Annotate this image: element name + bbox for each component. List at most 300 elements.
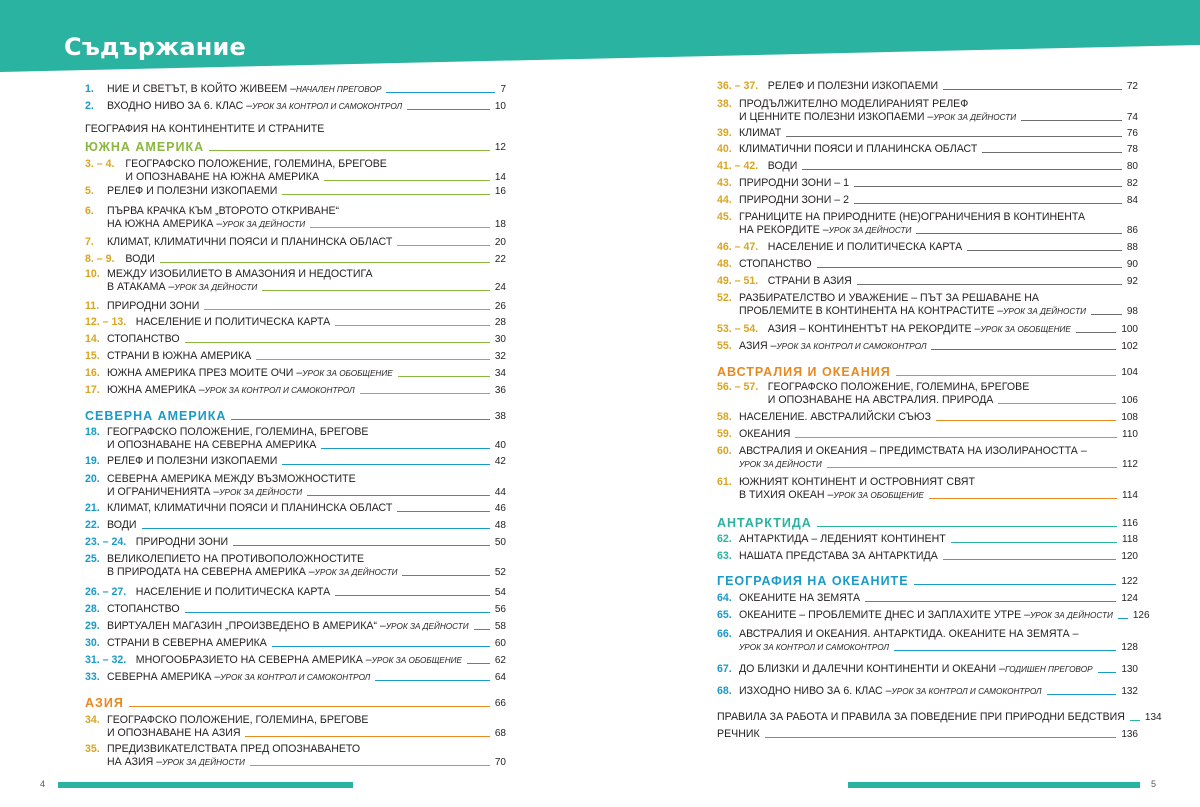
entry-text: И ОПОЗНАВАНЕ НА ЮЖНА АМЕРИКА xyxy=(125,171,320,183)
page-number: 128 xyxy=(1121,642,1138,653)
leader-line xyxy=(982,152,1122,153)
page-number: 12 xyxy=(494,142,506,153)
leader-line xyxy=(1047,694,1117,695)
entry-number: 30. xyxy=(85,637,100,649)
leader-line xyxy=(865,601,1116,602)
entry-number: 10. xyxy=(85,268,100,280)
entry-number: 11. xyxy=(85,300,100,312)
entry-text-line1: ГЕОГРАФСКО ПОЛОЖЕНИЕ, ГОЛЕМИНА, БРЕГОВЕ xyxy=(107,426,369,438)
page-number: 76 xyxy=(1126,128,1138,139)
leader-line xyxy=(1091,314,1122,315)
page-number: 108 xyxy=(1121,412,1138,423)
leader-line xyxy=(896,375,1117,376)
entry-text: НАСЕЛЕНИЕ. АВСТРАЛИЙСКИ СЪЮЗ xyxy=(739,411,931,423)
entry-text: РЕЧНИК xyxy=(717,728,760,740)
page-number: 106 xyxy=(1121,395,1138,406)
entry-number: 64. xyxy=(717,592,732,604)
entry-text: НАСЕЛЕНИЕ И ПОЛИТИЧЕСКА КАРТА xyxy=(135,316,331,328)
entry-text: АНТАРКТИДА – ЛЕДЕНИЯТ КОНТИНЕНТ xyxy=(739,533,946,545)
entry-text: СТОПАНСТВО xyxy=(739,258,812,270)
entry-text: КЛИМАТ, КЛИМАТИЧНИ ПОЯСИ И ПЛАНИНСКА ОБЛАСТ xyxy=(107,236,393,248)
page-number: 40 xyxy=(494,440,506,451)
toc-entry[interactable] xyxy=(717,476,1138,502)
entry-lesson-type: УРОК ЗА КОНТРОЛ И САМОКОНТРОЛ xyxy=(220,673,371,682)
leader-line xyxy=(402,575,489,576)
toc-entry[interactable] xyxy=(717,628,1138,654)
page-number: 88 xyxy=(1126,242,1138,253)
entry-text-line1: ГЕОГРАФСКО ПОЛОЖЕНИЕ, ГОЛЕМИНА, БРЕГОВЕ xyxy=(125,158,387,170)
toc-entry[interactable] xyxy=(717,663,1138,676)
entry-text: РЕЛЕФ И ПОЛЕЗНИ ИЗКОПАЕМИ xyxy=(767,80,939,92)
page-number: 92 xyxy=(1126,276,1138,287)
page-number: 66 xyxy=(494,698,506,709)
toc-entry[interactable] xyxy=(717,411,1138,424)
entry-text: И ОПОЗНАВАНЕ НА СЕВЕРНА АМЕРИКА xyxy=(107,439,317,451)
page-number: 74 xyxy=(1126,112,1138,123)
page-number: 64 xyxy=(494,672,506,683)
entry-text: ДО БЛИЗКИ И ДАЛЕЧНИ КОНТИНЕНТИ И ОКЕАНИ – xyxy=(739,663,1005,675)
page-number: 22 xyxy=(494,254,506,265)
leader-line xyxy=(185,342,490,343)
page-number: 14 xyxy=(494,172,506,183)
toc-entry[interactable] xyxy=(85,743,506,769)
entry-number: 3. – 4. xyxy=(85,158,115,170)
entry-text-line1: ГРАНИЦИТЕ НА ПРИРОДНИТЕ (НЕ)ОГРАНИЧЕНИЯ В КОНТИНЕНТА xyxy=(739,211,1086,223)
toc-entry[interactable] xyxy=(85,519,506,532)
entry-number: 66. xyxy=(717,628,732,640)
entry-text: АЗИЯ – xyxy=(739,340,777,352)
page-number: 70 xyxy=(494,757,506,768)
entry-number: 55. xyxy=(717,340,732,352)
entry-number: 12. – 13. xyxy=(85,316,127,328)
toc-entry[interactable] xyxy=(717,98,1138,124)
leader-line xyxy=(1021,120,1122,121)
entry-lesson-type: УРОК ЗА КОНТРОЛ И САМОКОНТРОЛ xyxy=(891,687,1042,696)
entry-text: НА АЗИЯ – xyxy=(107,756,163,768)
entry-text: СЕВЕРНА АМЕРИКА – xyxy=(107,671,221,683)
entry-lesson-type: УРОК ЗА ДЕЙНОСТИ xyxy=(385,622,469,631)
toc-entry[interactable] xyxy=(85,300,506,313)
entry-number: 58. xyxy=(717,411,732,423)
entry-lesson-type: УРОК ЗА ОБОБЩЕНИЕ xyxy=(833,491,924,500)
entry-text: ОКЕАНИТЕ НА ЗЕМЯТА xyxy=(739,592,861,604)
entry-lesson-type: УРОК ЗА ДЕЙНОСТИ xyxy=(1030,611,1113,620)
page-number: 104 xyxy=(1121,367,1138,378)
entry-text: МНОГООБРАЗИЕТО НА СЕВЕРНА АМЕРИКА – xyxy=(135,654,372,666)
toc-entry[interactable] xyxy=(85,586,506,599)
entry-text-line1: ГЕОГРАФСКО ПОЛОЖЕНИЕ, ГОЛЕМИНА, БРЕГОВЕ xyxy=(767,381,1030,393)
toc-entry[interactable] xyxy=(717,177,1138,190)
leader-line xyxy=(324,180,490,181)
entry-number: 29. xyxy=(85,620,100,632)
toc-entry[interactable] xyxy=(717,80,1138,93)
leader-line xyxy=(407,109,490,110)
toc-entry[interactable] xyxy=(717,592,1138,605)
page-number: 62 xyxy=(494,655,506,666)
toc-entry[interactable] xyxy=(717,160,1138,173)
entry-lesson-type: УРОК ЗА ОБОБЩЕНИЕ xyxy=(371,656,462,665)
leader-line xyxy=(386,92,495,93)
toc-entry[interactable] xyxy=(717,685,1138,698)
entry-text: ИЗХОДНО НИВО ЗА 6. КЛАС – xyxy=(739,685,892,697)
toc-entry[interactable] xyxy=(85,253,506,266)
toc-section[interactable] xyxy=(717,575,1138,588)
leader-line xyxy=(375,680,490,681)
page-number: 36 xyxy=(494,385,506,396)
leader-line xyxy=(795,437,1117,438)
entry-text: НИЕ И СВЕТЪТ, В КОЙТО ЖИВЕЕМ – xyxy=(107,83,297,95)
toc-entry[interactable] xyxy=(717,381,1138,407)
entry-number: 45. xyxy=(717,211,732,223)
toc-entry[interactable] xyxy=(85,714,506,740)
entry-text: И ОПОЗНАВАНЕ НА АВСТРАЛИЯ. ПРИРОДА xyxy=(767,394,994,406)
leader-line xyxy=(398,376,490,377)
page-number: 132 xyxy=(1121,686,1138,697)
leader-line xyxy=(185,612,490,613)
leader-line xyxy=(262,290,490,291)
entry-text-line1: ВЕЛИКОЛЕПИЕТО НА ПРОТИВОПОЛОЖНОСТИТЕ xyxy=(107,553,365,565)
leader-line xyxy=(256,359,490,360)
entry-text: И ОПОЗНАВАНЕ НА АЗИЯ xyxy=(107,727,241,739)
footer-bar-left xyxy=(58,782,353,788)
page-number: 10 xyxy=(494,101,506,112)
entry-text: ЮЖНА АМЕРИКА ПРЕЗ МОИТЕ ОЧИ – xyxy=(107,367,303,379)
toc-entry[interactable] xyxy=(85,553,506,579)
leader-line xyxy=(310,227,490,228)
page-number: 24 xyxy=(494,282,506,293)
entry-number: 6. xyxy=(85,205,94,217)
leader-line xyxy=(998,403,1116,404)
entry-text: В ПРИРОДАТА НА СЕВЕРНА АМЕРИКА – xyxy=(107,566,315,578)
page-number: 116 xyxy=(1122,518,1138,529)
entry-lesson-type: УРОК ЗА ДЕЙНОСТИ xyxy=(314,568,398,577)
page-number: 110 xyxy=(1122,429,1138,440)
toc-entry[interactable] xyxy=(717,323,1138,336)
leader-line xyxy=(1076,332,1116,333)
page-number: 7 xyxy=(500,84,506,95)
entry-number: 34. xyxy=(85,714,100,726)
section-title: АНТАРКТИДА xyxy=(717,516,812,530)
entry-text: ОКЕАНИЯ xyxy=(739,428,791,440)
leader-line xyxy=(233,545,490,546)
entry-number: 56. – 57. xyxy=(717,381,759,393)
leader-line xyxy=(129,706,490,707)
entry-number: 59. xyxy=(717,428,732,440)
toc-entry[interactable] xyxy=(85,205,506,231)
page-number: 20 xyxy=(494,237,506,248)
entry-text: НАСЕЛЕНИЕ И ПОЛИТИЧЕСКА КАРТА xyxy=(135,586,331,598)
toc-entry[interactable] xyxy=(717,275,1138,288)
entry-number: 25. xyxy=(85,553,100,565)
toc-entry[interactable] xyxy=(85,502,506,515)
page-number: 18 xyxy=(494,219,506,230)
entry-number: 1. xyxy=(85,83,94,95)
toc-entry[interactable] xyxy=(85,426,506,452)
leader-line xyxy=(335,595,490,596)
entry-text-line1: ПРОДЪЛЖИТЕЛНО МОДЕЛИРАНИЯТ РЕЛЕФ xyxy=(739,98,969,110)
leader-line xyxy=(802,169,1122,170)
leader-line xyxy=(360,393,490,394)
entry-text: НАШАТА ПРЕДСТАВА ЗА АНТАРКТИДА xyxy=(739,550,938,562)
page-number: 26 xyxy=(494,301,506,312)
leader-line xyxy=(817,267,1122,268)
entry-text: РЕЛЕФ И ПОЛЕЗНИ ИЗКОПАЕМИ xyxy=(107,185,278,197)
entry-number: 35. xyxy=(85,743,100,755)
toc-entry[interactable] xyxy=(85,316,506,329)
entry-number: 5. xyxy=(85,185,94,197)
toc-entry[interactable] xyxy=(85,384,506,397)
footer-bar-right xyxy=(848,782,1140,788)
toc-entry[interactable] xyxy=(85,536,506,549)
toc-entry[interactable] xyxy=(85,620,506,633)
page-number-right: 5 xyxy=(1151,779,1157,789)
leader-line xyxy=(1130,720,1140,721)
toc-entry[interactable] xyxy=(717,143,1138,156)
entry-number: 48. xyxy=(717,258,732,270)
entry-number: 46. – 47. xyxy=(717,241,759,253)
section-title: ГЕОГРАФИЯ НА ОКЕАНИТЕ xyxy=(717,574,909,588)
entry-number: 22. xyxy=(85,519,100,531)
entry-number: 53. – 54. xyxy=(717,323,759,335)
leader-line xyxy=(204,309,490,310)
entry-text-line1: ГЕОГРАФСКО ПОЛОЖЕНИЕ, ГОЛЕМИНА, БРЕГОВЕ xyxy=(107,714,369,726)
toc-entry[interactable] xyxy=(85,671,506,684)
entry-text: ВХОДНО НИВО ЗА 6. КЛАС – xyxy=(107,100,253,112)
entry-text: И ОГРАНИЧЕНИЯТА – xyxy=(107,486,220,498)
entry-number: 14. xyxy=(85,333,100,345)
toc-entry[interactable] xyxy=(717,550,1138,563)
toc-section[interactable] xyxy=(717,517,1138,530)
leader-line xyxy=(231,419,490,420)
entry-text: ПРИРОДНИ ЗОНИ xyxy=(135,536,229,548)
toc-entry[interactable] xyxy=(85,268,506,294)
page-number: 124 xyxy=(1121,593,1138,604)
toc-entry[interactable] xyxy=(85,603,506,616)
toc-section[interactable] xyxy=(717,366,1138,379)
toc-entry[interactable] xyxy=(717,428,1138,441)
toc-entry[interactable] xyxy=(85,654,506,667)
heading-text: ГЕОГРАФИЯ НА КОНТИНЕНТИТЕ И СТРАНИТЕ xyxy=(85,123,325,135)
entry-text: НА ЮЖНА АМЕРИКА – xyxy=(107,218,223,230)
page-number: 32 xyxy=(494,351,506,362)
entry-text: ПРИРОДНИ ЗОНИ – 1 xyxy=(739,177,849,189)
page-number: 16 xyxy=(494,186,506,197)
entry-text: ВИРТУАЛЕН МАГАЗИН „ПРОИЗВЕДЕНО В АМЕРИКА“ – xyxy=(107,620,386,632)
page-number: 72 xyxy=(1126,81,1138,92)
toc-entry[interactable] xyxy=(85,158,506,184)
toc-section[interactable] xyxy=(85,141,506,154)
toc-entry[interactable] xyxy=(717,194,1138,207)
entry-text: СТОПАНСТВО xyxy=(107,333,180,345)
entry-number: 18. xyxy=(85,426,100,438)
entry-text: В ТИХИЯ ОКЕАН – xyxy=(739,489,834,501)
entry-lesson-type: УРОК ЗА ДЕЙНОСТИ xyxy=(933,113,1017,122)
entry-number: 15. xyxy=(85,350,100,362)
leader-line xyxy=(967,250,1122,251)
leader-line xyxy=(321,448,490,449)
toc-entry[interactable] xyxy=(85,100,506,113)
entry-number: 26. – 27. xyxy=(85,586,127,598)
page-number: 120 xyxy=(1121,551,1138,562)
entry-number: 17. xyxy=(85,384,100,396)
entry-lesson-type: ГОДИШЕН ПРЕГОВОР xyxy=(1004,665,1093,674)
entry-text: СТРАНИ В АЗИЯ xyxy=(767,275,852,287)
entry-number: 60. xyxy=(717,445,732,457)
page-number: 102 xyxy=(1121,341,1138,352)
toc-entry[interactable] xyxy=(85,333,506,346)
entry-text: И ЦЕННИТЕ ПОЛЕЗНИ ИЗКОПАЕМИ – xyxy=(739,111,934,123)
page-number: 44 xyxy=(494,487,506,498)
section-title: АВСТРАЛИЯ И ОКЕАНИЯ xyxy=(717,365,891,379)
entry-lesson-type: УРОК ЗА КОНТРОЛ И САМОКОНТРОЛ xyxy=(739,643,889,652)
entry-lesson-type: УРОК ЗА ДЕЙНОСТИ xyxy=(828,226,912,235)
entry-number: 68. xyxy=(717,685,732,697)
entry-number: 23. – 24. xyxy=(85,536,127,548)
page-number: 82 xyxy=(1126,178,1138,189)
page-number: 90 xyxy=(1126,259,1138,270)
page-number: 34 xyxy=(494,368,506,379)
leader-line xyxy=(817,526,1117,527)
entry-text: В АТАКАМА – xyxy=(107,281,175,293)
entry-text: ВОДИ xyxy=(767,160,798,172)
section-title: АЗИЯ xyxy=(85,696,124,710)
page-number: 68 xyxy=(494,728,506,739)
toc-entry[interactable] xyxy=(717,609,1150,622)
page-number: 122 xyxy=(1121,576,1138,587)
leader-line xyxy=(397,245,490,246)
entry-number: 20. xyxy=(85,473,100,485)
entry-lesson-type: УРОК ЗА ОБОБЩЕНИЕ xyxy=(980,325,1071,334)
page-number: 114 xyxy=(1122,490,1138,501)
entry-text: ПРАВИЛА ЗА РАБОТА И ПРАВИЛА ЗА ПОВЕДЕНИЕ ПРИ ПРИРОДНИ БЕДСТВИЯ xyxy=(717,711,1125,723)
leader-line xyxy=(209,150,490,151)
toc-section[interactable] xyxy=(85,697,506,710)
entry-number: 2. xyxy=(85,100,94,112)
page-number: 112 xyxy=(1122,459,1138,470)
entry-text: КЛИМАТ xyxy=(739,127,782,139)
page-number: 100 xyxy=(1121,324,1138,335)
entry-text-line1: АВСТРАЛИЯ И ОКЕАНИЯ. АНТАРКТИДА. ОКЕАНИТЕ НА ЗЕМЯТА – xyxy=(739,628,1079,640)
leader-line xyxy=(245,736,489,737)
toc-entry[interactable] xyxy=(717,340,1138,353)
entry-number: 19. xyxy=(85,455,100,467)
leader-line xyxy=(914,584,1117,585)
leader-line xyxy=(272,646,490,647)
entry-number: 8. – 9. xyxy=(85,253,115,265)
entry-number: 33. xyxy=(85,671,100,683)
entry-lesson-type: УРОК ЗА КОНТРОЛ И САМОКОНТРОЛ xyxy=(776,342,927,351)
toc-entry[interactable] xyxy=(717,258,1138,271)
toc-entry[interactable] xyxy=(717,241,1138,254)
toc-entry[interactable] xyxy=(717,292,1138,318)
leader-line xyxy=(282,464,490,465)
toc-entry[interactable] xyxy=(85,185,506,198)
toc-entry[interactable] xyxy=(85,473,506,499)
toc-entry[interactable] xyxy=(717,445,1138,471)
entry-number: 67. xyxy=(717,663,732,675)
toc-heading xyxy=(85,123,506,136)
leader-line xyxy=(307,495,490,496)
entry-number: 38. xyxy=(717,98,732,110)
entry-number: 31. – 32. xyxy=(85,654,127,666)
entry-lesson-type: УРОК ЗА ДЕЙНОСТИ xyxy=(174,283,258,292)
toc-entry[interactable] xyxy=(85,83,506,96)
entry-text: ВОДИ xyxy=(107,519,137,531)
toc-section[interactable] xyxy=(85,410,506,423)
page-number: 48 xyxy=(494,520,506,531)
page-number: 98 xyxy=(1126,306,1138,317)
entry-lesson-type: УРОК ЗА ДЕЙНОСТИ xyxy=(219,488,303,497)
entry-text-line1: ПРЕДИЗВИКАТЕЛСТВАТА ПРЕД ОПОЗНАВАНЕТО xyxy=(107,743,361,755)
page-number: 60 xyxy=(494,638,506,649)
entry-text: СТОПАНСТВО xyxy=(107,603,180,615)
entry-number: 21. xyxy=(85,502,100,514)
page-number: 56 xyxy=(494,604,506,615)
leader-line xyxy=(142,528,490,529)
leader-line xyxy=(854,203,1122,204)
entry-lesson-type: УРОК ЗА ОБОБЩЕНИЕ xyxy=(302,369,393,378)
page-number: 80 xyxy=(1126,161,1138,172)
page-number: 58 xyxy=(494,621,506,632)
entry-number: 65. xyxy=(717,609,732,621)
leader-line xyxy=(894,650,1116,651)
entry-number: 41. – 42. xyxy=(717,160,759,172)
page-number: 86 xyxy=(1126,225,1138,236)
page-title: Съдържание xyxy=(64,33,246,61)
entry-number: 44. xyxy=(717,194,732,206)
toc-entry[interactable] xyxy=(85,455,506,468)
leader-line xyxy=(1098,672,1117,673)
leader-line xyxy=(936,420,1116,421)
entry-number: 43. xyxy=(717,177,732,189)
entry-number: 16. xyxy=(85,367,100,379)
leader-line xyxy=(943,559,1117,560)
leader-line xyxy=(765,737,1117,738)
toc-entry[interactable] xyxy=(717,211,1138,237)
leader-line xyxy=(160,262,490,263)
leader-line xyxy=(916,233,1121,234)
toc-entry[interactable] xyxy=(717,533,1138,546)
leader-line xyxy=(943,89,1122,90)
toc-entry[interactable] xyxy=(717,127,1138,140)
toc-entry[interactable] xyxy=(717,728,1138,741)
page-number: 30 xyxy=(494,334,506,345)
entry-text-line1: РАЗБИРАТЕЛСТВО И УВАЖЕНИЕ – ПЪТ ЗА РЕШАВАНЕ НА xyxy=(739,292,1039,304)
toc-entry[interactable] xyxy=(717,711,1162,724)
entry-lesson-type: УРОК ЗА КОНТРОЛ И САМОКОНТРОЛ xyxy=(252,102,403,111)
entry-text: ВОДИ xyxy=(125,253,155,265)
entry-text-line1: ПЪРВА КРАЧКА КЪМ „ВТОРОТО ОТКРИВАНЕ“ xyxy=(107,205,340,217)
page-number: 126 xyxy=(1132,610,1150,621)
toc-entry[interactable] xyxy=(85,236,506,249)
entry-text-line1: ЮЖНИЯТ КОНТИНЕНТ И ОСТРОВНИЯТ СВЯТ xyxy=(739,476,975,488)
entry-text-line1: МЕЖДУ ИЗОБИЛИЕТО В АМАЗОНИЯ И НЕДОСТИГА xyxy=(107,268,373,280)
entry-lesson-type: УРОК ЗА ДЕЙНОСТИ xyxy=(1003,307,1086,316)
leader-line xyxy=(931,349,1116,350)
toc-entry[interactable] xyxy=(85,637,506,650)
entry-number: 7. xyxy=(85,236,94,248)
page-number: 78 xyxy=(1126,144,1138,155)
leader-line xyxy=(397,511,490,512)
toc-entry[interactable] xyxy=(85,367,506,380)
page-number: 42 xyxy=(494,456,506,467)
entry-text: ПРИРОДНИ ЗОНИ xyxy=(107,300,200,312)
toc-entry[interactable] xyxy=(85,350,506,363)
page-number: 52 xyxy=(494,567,506,578)
entry-text: РЕЛЕФ И ПОЛЕЗНИ ИЗКОПАЕМИ xyxy=(107,455,278,467)
page-number-left: 4 xyxy=(40,779,46,789)
entry-number: 40. xyxy=(717,143,732,155)
